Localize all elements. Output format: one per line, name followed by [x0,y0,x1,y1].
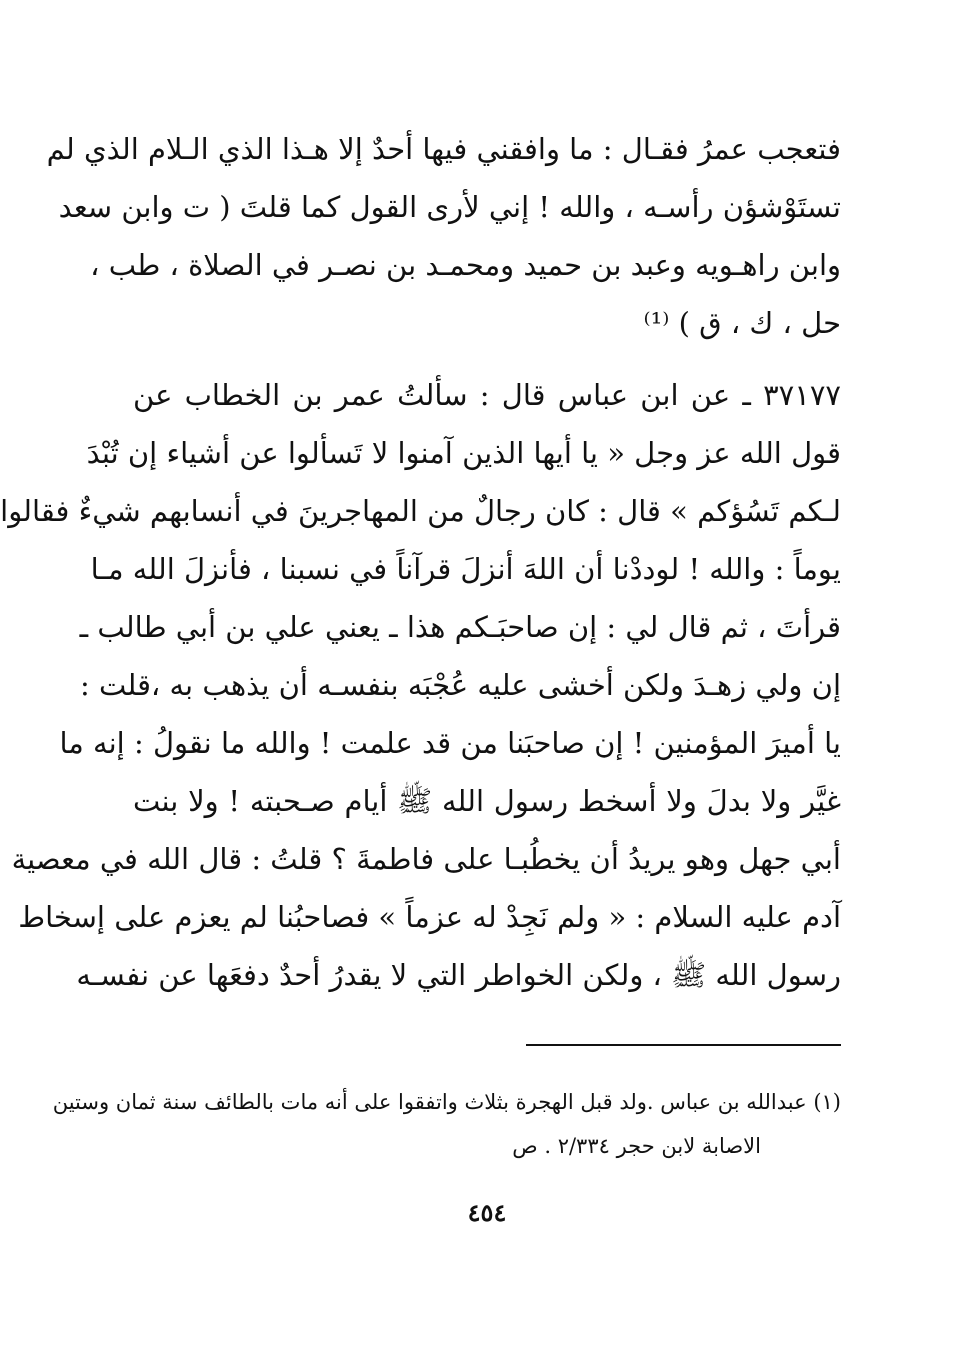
main-text [0,120,841,1004]
text-line: غيَّر ولا بدلَ ولا أسخط رسول الله ﷺ أيام صـحبته ! ولا بنت [133,784,841,818]
text-line: وابن راهـويه وعبد بن حميد ومحمـد بن نصـر في الصلاة ، طب ، [90,248,841,282]
text-line: رسول الله ﷺ ، ولكن الخواطر التي لا يقدرُ أحدٌ دفعَها عن نفسـه [76,958,841,992]
text-line: يوماً : والله ! لوددْنا أن اللهَ أنزلَ قرآناً في نسبنا ، فأنزلَ الله مـا [90,552,841,586]
text-line: فتعجب عمرُ فقـال : ما وافقني فيها أحدٌ إلا هـذا الذي الـلام الذي لم [46,132,841,166]
text-line: ٣٧١٧٧ ـ عن ابن عباس قال : سألتُ عمر بن الخطاب عن [133,378,841,412]
text-line: إن ولي زهـدَ ولكن أخشى عليه عُجْبَه بنفسـه أن يذهب به ،قلت : [80,668,841,702]
text-line: آدم عليه السلام : « ولم نَجِدْ له عزماً » فصاحبُنا لم يعزم على إسخاط [18,900,841,934]
text-line: تستَوْشؤن رأسـه ، والله ! إني لأرى القول كما قلتَ ( ت وابن سعد [58,190,841,224]
page-number: ٤٥٤ [467,1198,507,1227]
footnote-line: الاصابة لابن حجر ٢/٣٣٤ . ص [512,1134,761,1158]
text-line: حل ، ك ، ق ) ⁽¹⁾ [643,306,841,340]
footnote-line: (١) عبدالله بن عباس .ولد قبل الهجرة بثلاث واتفقوا على أنه مات بالطائف سنة ثمان وستين [52,1090,841,1114]
footnote-divider [526,1044,841,1046]
paragraph-gap [133,352,841,366]
text-line: لـكم تَسُؤكم » قال : كان رجالٌ من المهاجرينَ في أنسابهم شيءٌ فقالوا [0,494,841,528]
text-line: أبي جهل وهو يريدُ أن يخطُبـا على فاطمةَ ؟ قلتُ : قال الله في معصية [11,842,841,876]
footnote-section [52,1080,841,1168]
text-line: قول الله عز وجل « يا أيها الذين آمنوا لا تَسألوا عن أشياء إن تُبْدَ [86,436,841,470]
text-line: قرأتَ ، ثم قال لي : إن صاحبَـكم هذا ـ يعني علي بن أبي طالب ـ [79,610,841,644]
text-line: يا أميرَ المؤمنين ! إن صاحبَنا من قد علمت ! والله ما نقولُ : إنه ما [59,726,841,760]
